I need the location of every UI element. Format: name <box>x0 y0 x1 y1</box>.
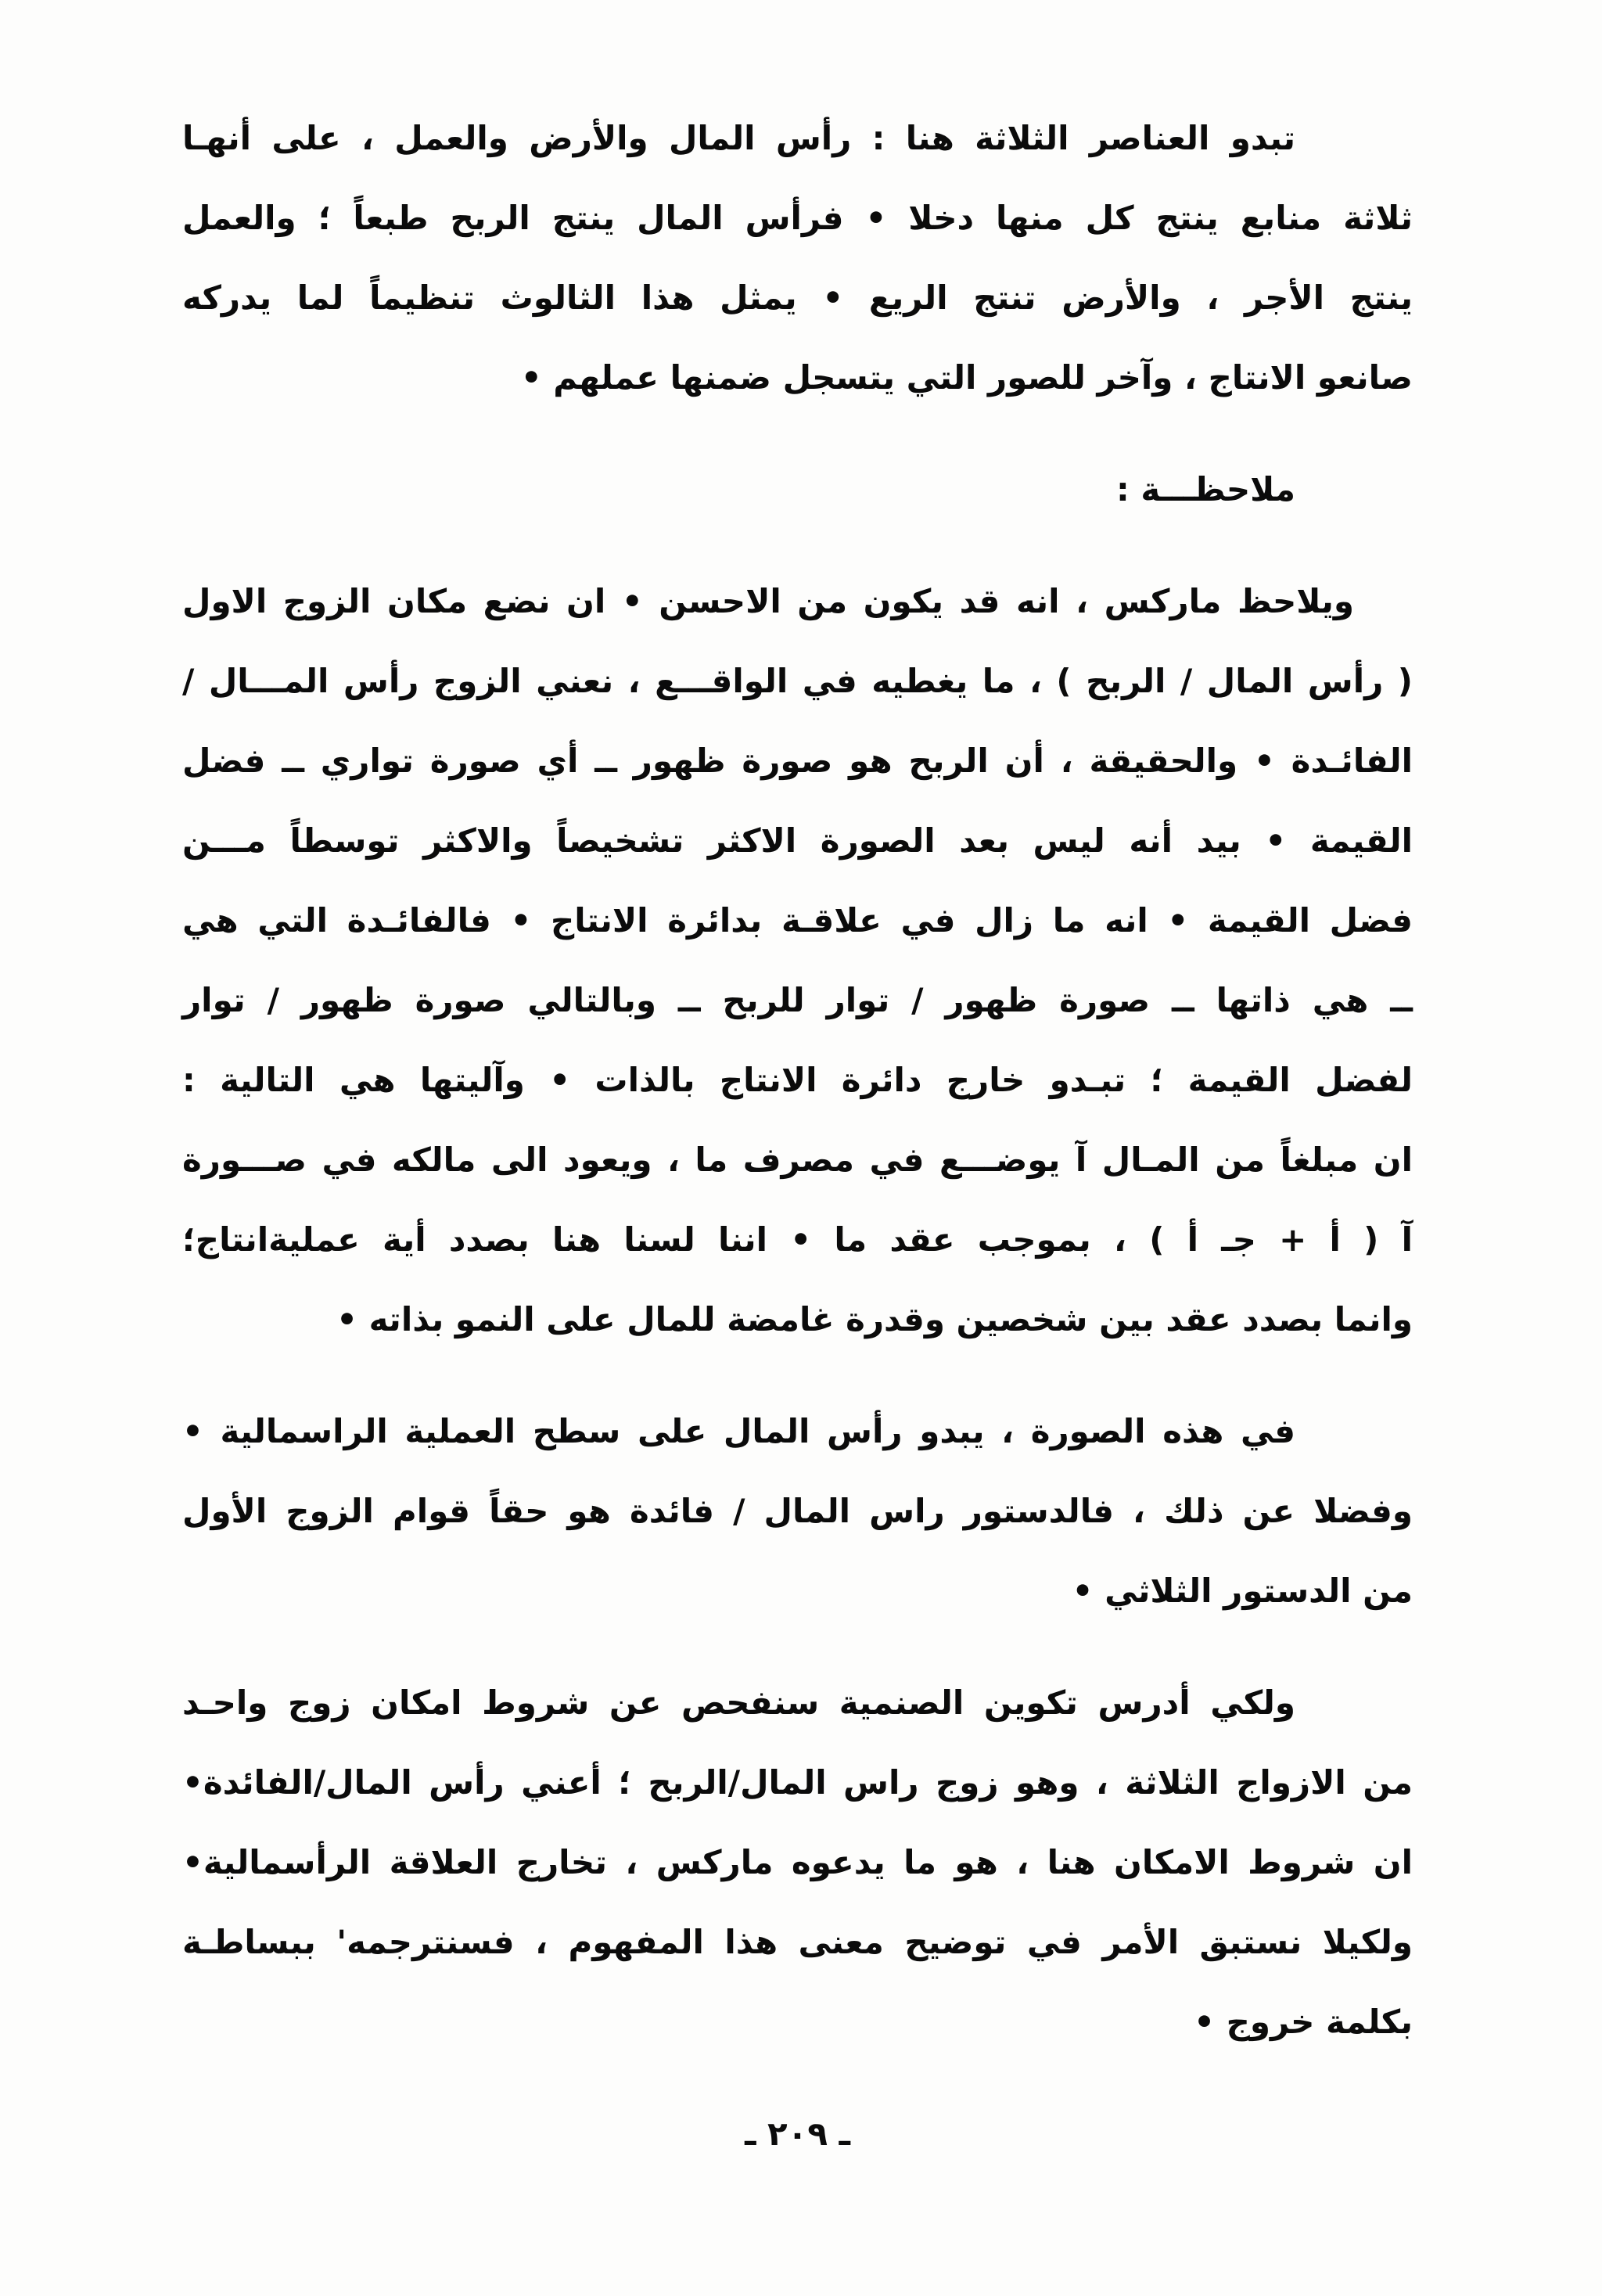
text-line: ــ هي ذاتها ــ صورة ظهور / توار للربح ــ وبالتالي صورة ظهور / توار <box>182 981 1413 1019</box>
text-line: الفائـدة • والحقيقة ، أن الربح هو صورة ظهور ــ أي صورة تواري ــ فضل <box>182 742 1413 780</box>
text-line: تبدو العناصر الثلاثة هنا : رأس المال والأرض والعمل ، على أنهـا <box>182 119 1295 157</box>
page-number: ـ ٢٠٩ ـ <box>745 2115 850 2153</box>
text-line: وفضلا عن ذلك ، فالدستور راس المال / فائدة هو حقاً قوام الزوج الأول <box>182 1492 1413 1530</box>
text-body <box>182 99 1413 2174</box>
text-line: في هذه الصورة ، يبدو رأس المال على سطح العملية الراسمالية • <box>182 1412 1295 1450</box>
text-line: ثلاثة منابع ينتج كل منها دخلا • فرأس المال ينتج الربح طبعاً ؛ والعمل <box>182 199 1413 237</box>
text-line: من الازواج الثلاثة ، وهو زوج راس المال/الربح ؛ أعني رأس المال/الفائدة• <box>182 1763 1413 1802</box>
text-line: ولكيلا نستبق الأمر في توضيح معنى هذا المفهوم ، فسنترجمه' ببساطـة <box>182 1923 1413 1961</box>
text-line: ( رأس المال / الربح ) ، ما يغطيه في الواقـــع ، نعني الزوج رأس المـــال / <box>182 662 1413 700</box>
text-line: صانعو الانتاج ، وآخر للصور التي يتسجل ضمنها عملهم • <box>520 358 1413 397</box>
text-line: لفضل القيمة ؛ تبـدو خارج دائرة الانتاج بالذات • وآليتها هي التالية : <box>182 1061 1413 1099</box>
paragraph-2 <box>182 562 1413 1360</box>
paragraph-1 <box>182 99 1413 418</box>
text-line: بكلمة خروج • <box>1194 2003 1413 2041</box>
text-line: ولكي أدرس تكوين الصنمية سنفحص عن شروط امكان زوج واحـد <box>182 1683 1295 1722</box>
text-line: وانما بصدد عقد بين شخصين وقدرة غامضة للمال على النمو بذاته • <box>336 1300 1413 1338</box>
text-line: القيمة • بيد أنه ليس بعد الصورة الاكثر تشخيصاً والاكثر توسطاً مـــن <box>182 821 1413 860</box>
text-line: ينتج الأجر ، والأرض تنتج الريع • يمثل هذا الثالوث تنظيماً لما يدركه <box>182 278 1413 317</box>
section-heading-block <box>182 450 1413 530</box>
paragraph-3 <box>182 1392 1413 1631</box>
section-heading: ملاحظـــة : <box>1115 470 1295 508</box>
footer <box>182 2094 1413 2174</box>
text-line: ويلاحظ ماركس ، انه قد يكون من الاحسن • ان نضع مكان الزوج الاول <box>182 582 1354 620</box>
text-line: ان شروط الامكان هنا ، هو ما يدعوه ماركس ، تخارج العلاقة الرأسمالية• <box>182 1843 1413 1881</box>
text-line: فضل القيمة • انه ما زال في علاقـة بدائرة الانتاج • فالفائـدة التي هي <box>182 901 1413 940</box>
text-line: ان مبلغاً من المـال آ يوضـــع في مصرف ما ، ويعود الى مالكه في صـــورة <box>182 1141 1413 1179</box>
text-line: من الدستور الثلاثي • <box>1072 1572 1413 1610</box>
paragraph-4 <box>182 1663 1413 2062</box>
text-line: آ ( أ + جـ أ ) ، بموجب عقد ما • اننا لسنا هنا بصدد أية عمليةانتاج؛ <box>182 1220 1413 1259</box>
